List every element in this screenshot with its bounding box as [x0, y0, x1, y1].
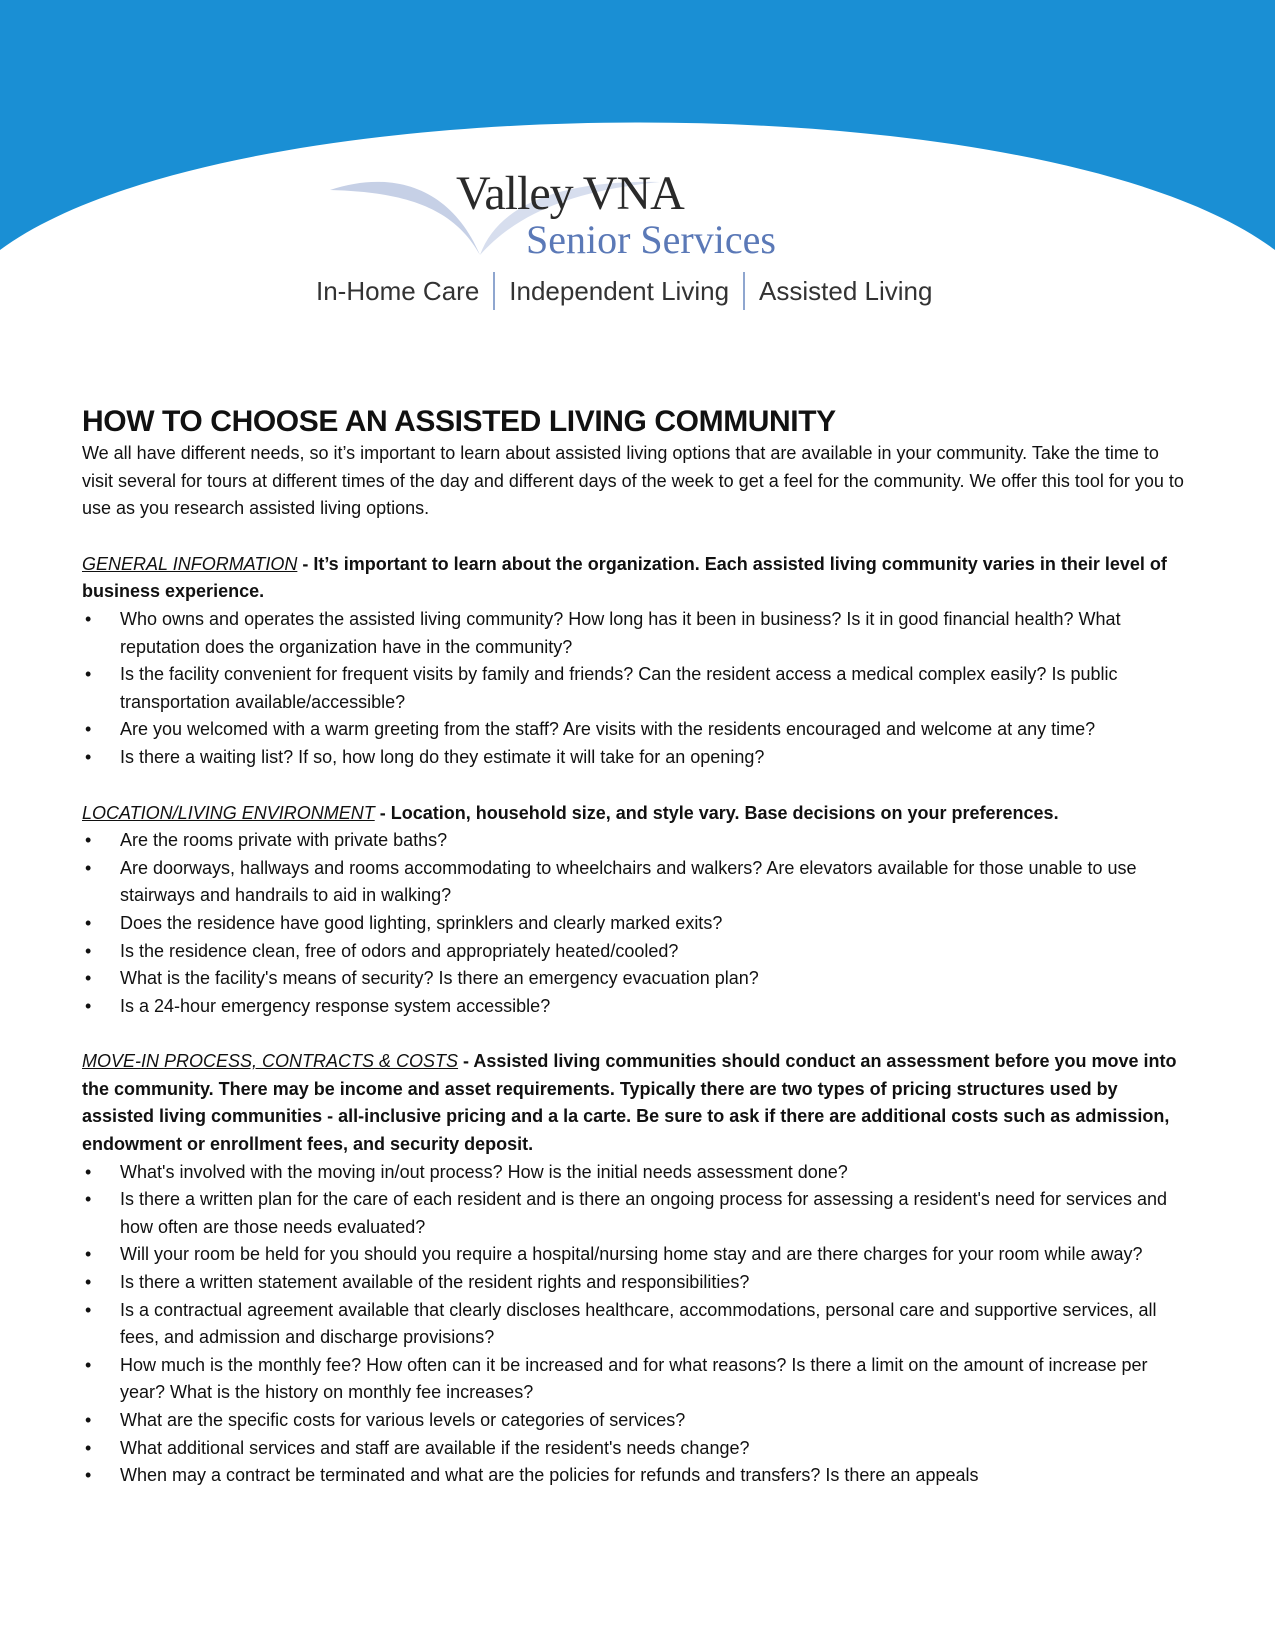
list-item [82, 1352, 1194, 1407]
list-item-text: Does the residence have good lighting, sprinklers and clearly marked exits? [120, 912, 723, 933]
list-item-text: Is the facility convenient for frequent visits by family and friends? Can the resident access a medical complex easily? Is public transportation available/accessible? [120, 664, 1118, 712]
document-body [82, 404, 1194, 1490]
list-item [82, 993, 1194, 1021]
tagline-divider [493, 272, 495, 310]
list-item [82, 965, 1194, 993]
list-item-text: Is there a waiting list? If so, how long do they estimate it will take for an opening? [120, 746, 765, 767]
list-item [82, 855, 1194, 910]
list-item-text: Is a 24-hour emergency response system accessible? [120, 995, 551, 1016]
list-item [82, 910, 1194, 938]
sections-container [82, 551, 1194, 1490]
list-item-text: Are the rooms private with private baths? [120, 830, 448, 851]
list-item [82, 744, 1194, 772]
service-tagline [316, 272, 976, 310]
bullet-icon: • [85, 857, 92, 878]
bullet-icon: • [85, 912, 92, 933]
list-item [82, 938, 1194, 966]
section [82, 1048, 1194, 1490]
list-item [82, 661, 1194, 716]
bullet-icon: • [85, 1410, 92, 1430]
bullet-icon: • [85, 608, 92, 629]
list-item-text: What additional services and staff are available if the resident's needs change? [120, 1437, 750, 1458]
bullet-icon: • [85, 1244, 92, 1265]
list-item [82, 1159, 1194, 1187]
list-item [82, 1407, 1194, 1435]
list-item [82, 1462, 1194, 1490]
bullet-list [82, 827, 1194, 1020]
section-lead-text: - Assisted living communities should conduct an assessment before you move into the community. There may be income and asset requirements. Typically there are two types of pricing structures used by assisted living communities - all-inclusive pricing and a la carte. Be sure to ask if there are additional costs such as admission, endowment or enrollment fees, and security deposit. [82, 1051, 1177, 1155]
bullet-list [82, 1159, 1194, 1490]
list-item [82, 1435, 1194, 1463]
bullet-icon: • [85, 1299, 92, 1320]
bullet-list [82, 606, 1194, 772]
section-title: MOVE-IN PROCESS, CONTRACTS & COSTS [82, 1051, 459, 1072]
list-item-text: How much is the monthly fee? How often can it be increased and for what reasons? Is there a limit on the amount of increase per year? What is the history on monthly fee increases? [120, 1354, 1148, 1403]
section [82, 551, 1194, 772]
list-item-text: What is the facility's means of security? Is there an emergency evacuation plan? [120, 968, 759, 989]
list-item [82, 1241, 1194, 1269]
bullet-icon: • [85, 1272, 92, 1293]
section-title: GENERAL INFORMATION [82, 553, 298, 574]
list-item-text: What's involved with the moving in/out process? How is the initial needs assessment done? [120, 1161, 848, 1182]
list-item-text: Is there a written plan for the care of each resident and is there an ongoing process for assessing a resident's need for services and how often are those needs evaluated? [120, 1189, 1168, 1237]
company-logo [330, 160, 890, 270]
bullet-icon: • [85, 1161, 92, 1182]
bullet-icon: • [85, 995, 92, 1016]
bullet-icon: • [85, 968, 92, 989]
list-item-text: Is a contractual agreement available that clearly discloses healthcare, accommodations, personal care and supportive services, all fees, and admission and discharge provisions? [120, 1299, 1157, 1348]
bullet-icon: • [85, 746, 92, 767]
list-item [82, 827, 1194, 855]
list-item-text: When may a contract be terminated and what are the policies for refunds and transfers? Is there an appeals [120, 1465, 979, 1486]
logo-wordmark-line2: Senior Services [526, 217, 776, 262]
bullet-icon: • [85, 719, 92, 740]
bullet-icon: • [85, 1465, 92, 1486]
list-item [82, 1297, 1194, 1352]
bullet-icon: • [85, 940, 92, 961]
tagline-divider [743, 272, 745, 310]
list-item-text: Will your room be held for you should you require a hospital/nursing home stay and are there charges for your room while away? [120, 1244, 1143, 1265]
list-item-text: Are you welcomed with a warm greeting from the staff? Are visits with the residents encouraged and welcome at any time? [120, 719, 1096, 740]
list-item [82, 716, 1194, 744]
section-title: LOCATION/LIVING ENVIRONMENT [82, 802, 375, 823]
list-item-text: Is there a written statement available of the resident rights and responsibilities? [120, 1272, 750, 1293]
list-item-text: Who owns and operates the assisted living community? How long has it been in business? Is it in good financial health? What reputation does the organization have in the community? [120, 608, 1121, 657]
section-lead-text: - Location, household size, and style vary. Base decisions on your preferences. [374, 802, 1059, 823]
bullet-icon: • [85, 1189, 92, 1210]
tagline-item: Independent Living [509, 275, 730, 306]
list-item [82, 1269, 1194, 1297]
tagline-item: In-Home Care [316, 275, 480, 306]
bullet-icon: • [85, 830, 92, 851]
section-heading [82, 551, 1194, 606]
section-lead-text: - It’s important to learn about the organization. Each assisted living community varies in their level of business experience. [82, 553, 1167, 602]
bullet-icon: • [85, 664, 92, 685]
logo-wordmark-line1: Valley VNA [456, 167, 684, 220]
list-item [82, 606, 1194, 661]
list-item [82, 1186, 1194, 1241]
section-heading [82, 1048, 1194, 1158]
list-item-text: What are the specific costs for various levels or categories of services? [120, 1410, 686, 1430]
tagline-item: Assisted Living [759, 275, 933, 306]
list-item-text: Is the residence clean, free of odors and appropriately heated/cooled? [120, 940, 679, 961]
list-item-text: Are doorways, hallways and rooms accommodating to wheelchairs and walkers? Are elevators available for those unable to use stairways and handrails to aid in walking? [120, 857, 1137, 906]
section-heading [82, 800, 1194, 828]
intro-paragraph: We all have different needs, so it’s important to learn about assisted living options that are available in your community. Take the time to visit several for tours at different times of the day and different days of the week to get a feel for the community. We offer this tool for you to use as you research assisted living options. [82, 443, 1184, 519]
bullet-icon: • [85, 1437, 92, 1458]
section [82, 800, 1194, 1021]
bullet-icon: • [85, 1354, 92, 1375]
page-title: HOW TO CHOOSE AN ASSISTED LIVING COMMUNITY [82, 405, 836, 438]
